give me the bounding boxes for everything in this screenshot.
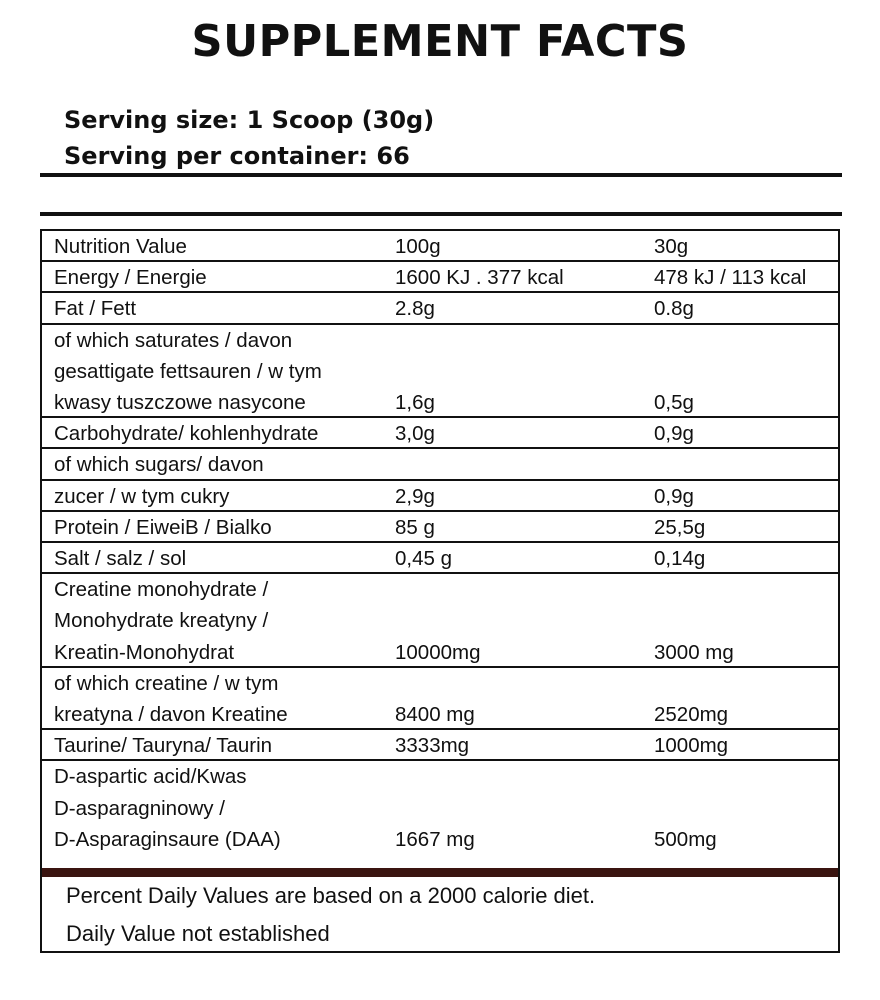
nutrient-label: D-Asparaginsaure (DAA) <box>54 827 281 851</box>
table-row <box>42 512 838 543</box>
nutrient-label: kreatyna / davon Kreatine <box>54 702 288 726</box>
value-per-100g: 85 g <box>395 515 435 539</box>
nutrient-label: of which saturates / davon <box>54 328 293 352</box>
table-row <box>42 543 838 574</box>
nutrient-label: Taurine/ Tauryna/ Taurin <box>54 734 273 758</box>
value-per-serving: 2520mg <box>654 702 729 726</box>
divider-rule-bottom <box>40 212 842 216</box>
value-per-serving: 0,5g <box>654 390 694 414</box>
table-row <box>42 668 838 730</box>
table-row <box>42 730 838 761</box>
nutrient-label: Protein / EiweiB / Bialko <box>54 515 272 539</box>
value-per-serving: 0,9g <box>654 484 694 508</box>
value-per-100g: 0,45 g <box>395 547 452 570</box>
table-row <box>42 418 838 449</box>
nutrient-label: of which sugars/ davon <box>54 453 264 477</box>
nutrient-label: gesattigate fettsauren / w tym <box>54 359 322 383</box>
value-per-100g: 3,0g <box>395 422 435 446</box>
table-row <box>42 262 838 293</box>
value-per-100g: 1600 KJ . 377 kcal <box>395 266 564 290</box>
nutrient-label: D-asparagninowy / <box>54 796 225 820</box>
nutrient-label: Fat / Fett <box>54 297 137 321</box>
footnote-daily-values: Percent Daily Values are based on a 2000 calorie diet. <box>66 883 596 908</box>
value-per-serving: 0.8g <box>654 297 694 321</box>
nutrition-table <box>40 229 840 953</box>
table-row <box>42 449 838 480</box>
value-per-100g: 3333mg <box>395 734 470 758</box>
table-row <box>42 574 838 668</box>
value-per-100g: 8400 mg <box>395 702 475 726</box>
value-per-serving: 3000 mg <box>654 640 734 664</box>
value-per-100g: 1667 mg <box>395 827 475 851</box>
page-title: SUPPLEMENT FACTS <box>191 16 689 67</box>
nutrient-label: zucer / w tym cukry <box>54 484 230 508</box>
nutrient-label: kwasy tuszczowe nasycone <box>54 390 306 414</box>
nutrient-label: Carbohydrate/ kohlenhydrate <box>54 422 319 446</box>
table-header-row <box>42 231 838 262</box>
value-per-100g: 2.8g <box>395 297 435 321</box>
servings-per-container: Serving per container: 66 <box>64 142 410 170</box>
table-row <box>42 481 838 512</box>
nutrient-label: Salt / salz / sol <box>54 547 187 570</box>
value-per-100g: 1,6g <box>395 390 435 414</box>
nutrient-label: Monohydrate kreatyny / <box>54 609 269 633</box>
value-per-100g: 10000mg <box>395 640 481 664</box>
serving-size: Serving size: 1 Scoop (30g) <box>64 106 435 134</box>
value-per-serving: 0,9g <box>654 422 694 446</box>
value-per-serving: 0,14g <box>654 547 706 570</box>
divider-rule-top <box>40 173 842 177</box>
value-per-serving: 478 kJ / 113 kcal <box>654 266 807 290</box>
table-row <box>42 325 838 419</box>
value-per-100g: 2,9g <box>395 484 435 508</box>
header-value-per-100g: 100g <box>395 235 441 258</box>
header-nutrient-label: Nutrition Value <box>54 235 187 258</box>
table-row <box>42 761 838 855</box>
footnote-not-established: Daily Value not established <box>66 921 330 946</box>
header-value-per-serving: 30g <box>654 235 689 258</box>
footer-divider <box>42 868 838 877</box>
nutrient-label: of which creatine / w tym <box>54 671 279 695</box>
table-row <box>42 293 838 324</box>
nutrient-label: Energy / Energie <box>54 266 207 290</box>
nutrient-label: Creatine monohydrate / <box>54 578 269 602</box>
value-per-serving: 25,5g <box>654 515 706 539</box>
nutrient-label: Kreatin-Monohydrat <box>54 640 235 664</box>
value-per-serving: 1000mg <box>654 734 729 758</box>
nutrient-label: D-aspartic acid/Kwas <box>54 765 247 789</box>
value-per-serving: 500mg <box>654 827 717 851</box>
